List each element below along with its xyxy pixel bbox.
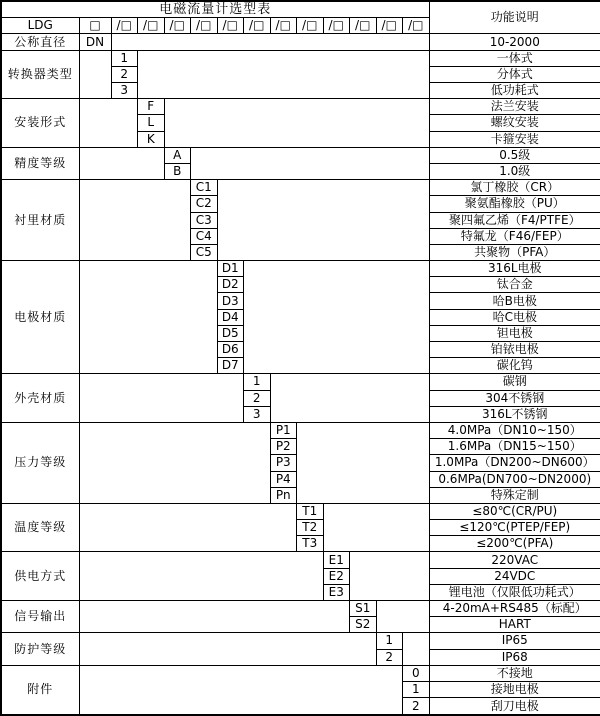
- desc-cell: 4-20mA+RS485（标配）: [429, 601, 600, 617]
- desc-cell: 不接地: [429, 665, 600, 681]
- code-cell: D2: [217, 277, 244, 293]
- desc-cell: 0.5级: [429, 147, 600, 163]
- code-cell: 1: [244, 374, 271, 390]
- spacer-cell: [111, 34, 429, 50]
- category-temperature-grade: 温度等级: [1, 503, 79, 552]
- desc-cell: 哈B电极: [429, 293, 600, 309]
- desc-cell: 法兰安装: [429, 99, 600, 115]
- code-cell: T2: [297, 520, 324, 536]
- desc-cell: 1.0级: [429, 163, 600, 179]
- code-slot: /□: [376, 18, 403, 34]
- desc-cell: 螺纹安装: [429, 115, 600, 131]
- code-cell: 2: [111, 66, 138, 82]
- desc-cell: IP68: [429, 649, 600, 665]
- desc-cell: 钛合金: [429, 277, 600, 293]
- code-slot: /□: [403, 18, 430, 34]
- desc-cell: 1.6MPa（DN15~150）: [429, 439, 600, 455]
- desc-cell: 钽电极: [429, 325, 600, 341]
- spacer-cell: [164, 99, 429, 148]
- desc-cell: 1.0MPa（DN200~DN600）: [429, 455, 600, 471]
- category-converter-type: 转换器类型: [1, 50, 79, 99]
- desc-cell: 刮刀电极: [429, 698, 600, 715]
- code-cell: C2: [191, 196, 218, 212]
- desc-cell: 氯丁橡胶（CR）: [429, 180, 600, 196]
- spacer-cell: [79, 374, 244, 423]
- code-slot: /□: [244, 18, 271, 34]
- spacer-cell: [403, 633, 430, 665]
- code-cell: L: [138, 115, 165, 131]
- spacer-cell: [79, 147, 164, 179]
- code-cell: 0: [403, 665, 430, 681]
- spacer-cell: [79, 422, 270, 503]
- spacer-cell: [138, 50, 430, 99]
- desc-cell: 4.0MPa（DN10~150）: [429, 422, 600, 438]
- desc-cell: 碳化钨: [429, 358, 600, 374]
- desc-cell: 特殊定制: [429, 487, 600, 503]
- spacer-cell: [79, 50, 111, 99]
- code-cell: A: [164, 147, 191, 163]
- spacer-cell: [350, 552, 430, 601]
- category-housing-material: 外壳材质: [1, 374, 79, 423]
- code-cell: D1: [217, 261, 244, 277]
- desc-cell: 分体式: [429, 66, 600, 82]
- desc-cell: 一体式: [429, 50, 600, 66]
- desc-cell: 哈C电极: [429, 309, 600, 325]
- desc-cell: 24VDC: [429, 568, 600, 584]
- desc-cell: HART: [429, 617, 600, 633]
- code-cell: C3: [191, 212, 218, 228]
- code-cell: E2: [323, 568, 350, 584]
- code-cell: C1: [191, 180, 218, 196]
- code-slot: /□: [350, 18, 377, 34]
- category-installation-type: 安装形式: [1, 99, 79, 148]
- category-electrode-material: 电极材质: [1, 261, 79, 374]
- code-cell: C5: [191, 244, 218, 260]
- code-cell: D5: [217, 325, 244, 341]
- code-slot: /□: [191, 18, 218, 34]
- category-power-supply: 供电方式: [1, 552, 79, 601]
- code-cell: E3: [323, 584, 350, 600]
- desc-cell: 聚氨酯橡胶（PU）: [429, 196, 600, 212]
- spacer-cell: [244, 261, 430, 374]
- code-cell: B: [164, 163, 191, 179]
- code-cell: D6: [217, 342, 244, 358]
- diameter-code: DN: [79, 34, 111, 50]
- code-cell: 2: [376, 649, 403, 665]
- spacer-cell: [79, 261, 217, 374]
- code-cell: T1: [297, 503, 324, 519]
- code-cell: 2: [403, 698, 430, 715]
- code-cell: D7: [217, 358, 244, 374]
- code-cell: S1: [350, 601, 377, 617]
- code-cell: E1: [323, 552, 350, 568]
- code-cell: P3: [270, 455, 297, 471]
- spacer-cell: [376, 601, 429, 633]
- code-cell: 3: [111, 83, 138, 99]
- code-slot: /□: [323, 18, 350, 34]
- category-accessories: 附件: [1, 665, 79, 715]
- code-slot: /□: [138, 18, 165, 34]
- spacer-cell: [270, 374, 429, 423]
- code-cell: K: [138, 131, 165, 147]
- function-column-header: 功能说明: [429, 1, 600, 34]
- desc-cell: 304不锈钢: [429, 390, 600, 406]
- desc-cell: 卡箍安装: [429, 131, 600, 147]
- desc-cell: 共聚物（PFA）: [429, 244, 600, 260]
- desc-cell: 特氟龙（F46/FEP）: [429, 228, 600, 244]
- category-accuracy-grade: 精度等级: [1, 147, 79, 179]
- code-cell: P2: [270, 439, 297, 455]
- code-cell: 1: [403, 681, 430, 697]
- desc-cell: 锂电池（仅限低功耗式）: [429, 584, 600, 600]
- desc-cell: ≤120℃(PTEP/FEP): [429, 520, 600, 536]
- model-prefix: LDG: [1, 18, 79, 34]
- desc-cell: 接地电极: [429, 681, 600, 697]
- code-cell: 3: [244, 406, 271, 422]
- spacer-cell: [79, 601, 350, 633]
- code-cell: D3: [217, 293, 244, 309]
- spacer-cell: [191, 147, 430, 179]
- desc-cell: 铂铱电极: [429, 342, 600, 358]
- desc-cell: 316L电极: [429, 261, 600, 277]
- code-cell: S2: [350, 617, 377, 633]
- spacer-cell: [217, 180, 429, 261]
- desc-cell: 低功耗式: [429, 83, 600, 99]
- category-nominal-diameter: 公称直径: [1, 34, 79, 50]
- desc-cell: 10-2000: [429, 34, 600, 50]
- desc-cell: IP65: [429, 633, 600, 649]
- desc-cell: 0.6MPa(DN700~DN2000): [429, 471, 600, 487]
- code-cell: P1: [270, 422, 297, 438]
- desc-cell: ≤200℃(PFA): [429, 536, 600, 552]
- desc-cell: 316L不锈钢: [429, 406, 600, 422]
- code-slot: /□: [297, 18, 324, 34]
- spacer-cell: [323, 503, 429, 552]
- desc-cell: 220VAC: [429, 552, 600, 568]
- code-cell: P4: [270, 471, 297, 487]
- spacer-cell: [79, 180, 191, 261]
- code-cell: 2: [244, 390, 271, 406]
- code-cell: D4: [217, 309, 244, 325]
- code-box: □: [79, 18, 111, 34]
- spacer-cell: [79, 552, 323, 601]
- spacer-cell: [79, 99, 138, 148]
- spacer-cell: [79, 503, 297, 552]
- spacer-cell: [79, 633, 376, 665]
- code-slot: /□: [217, 18, 244, 34]
- desc-cell: 聚四氟乙烯（F4/PTFE）: [429, 212, 600, 228]
- code-slot: /□: [164, 18, 191, 34]
- spacer-cell: [79, 665, 403, 715]
- code-cell: Pn: [270, 487, 297, 503]
- code-cell: C4: [191, 228, 218, 244]
- table-title: 电磁流量计选型表: [1, 1, 429, 18]
- code-slot: /□: [270, 18, 297, 34]
- category-pressure-grade: 压力等级: [1, 422, 79, 503]
- code-cell: 1: [376, 633, 403, 649]
- code-cell: T3: [297, 536, 324, 552]
- category-liner-material: 衬里材质: [1, 180, 79, 261]
- spacer-cell: [297, 422, 430, 503]
- code-cell: 1: [111, 50, 138, 66]
- desc-cell: ≤80℃(CR/PU): [429, 503, 600, 519]
- code-cell: F: [138, 99, 165, 115]
- desc-cell: 碳钢: [429, 374, 600, 390]
- code-slot: /□: [111, 18, 138, 34]
- category-protection-grade: 防护等级: [1, 633, 79, 665]
- category-signal-output: 信号输出: [1, 601, 79, 633]
